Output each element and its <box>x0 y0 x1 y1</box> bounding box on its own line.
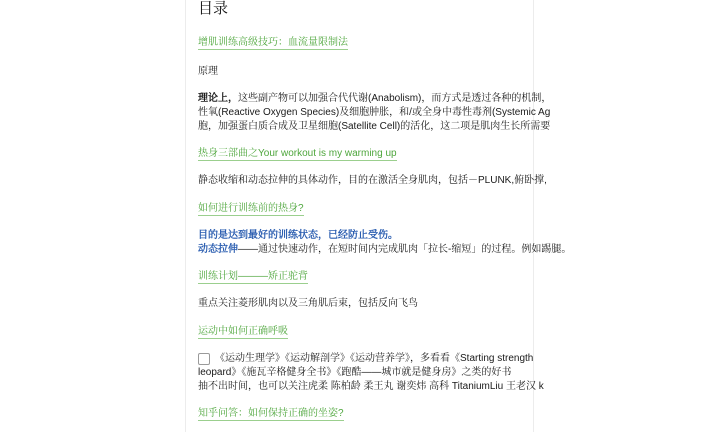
dynamic-stretch-line <box>198 243 571 256</box>
toc-link-hunchback-plan[interactable] <box>198 270 308 283</box>
document-pane <box>185 0 572 432</box>
toc-link-label: 增肌训练高级技巧：血流量限制法 <box>198 37 348 48</box>
books-line-2: leopard》《施瓦辛格健身全书》《跑酷——城市就是健身房》之类的好书 <box>198 367 512 378</box>
dynamic-stretch-text: ——通过快速动作，在短时间内完成肌肉「拉长-缩短」的过程。例如踢腿。 <box>238 244 572 255</box>
theory-line-3: 胞，加强蛋白质合成及卫星细胞(Satellite Cell)的活化，这二项是肌肉生长所需要 <box>198 121 551 132</box>
books-line-3: 抽不出时间，也可以关注虎柔 陈柏龄 柔王丸 谢奕炜 高科 TitaniumLiu 王老汉 k <box>198 381 544 392</box>
toc-link-warmup-trilogy[interactable] <box>198 147 397 160</box>
books-line-1: 《运动生理学》《运动解剖学》《运动营养学》，多看看《Starting strength <box>215 353 534 364</box>
principle-heading: 原理 <box>198 66 218 77</box>
stretch-text: 静态收缩和动态拉伸的具体动作，目的在激活全身肌肉，包括－PLUNK,俯卧撑, <box>198 175 547 186</box>
theory-line-1 <box>198 92 551 105</box>
focus-text: 重点关注菱形肌肉以及三角肌后束，包括反向飞鸟 <box>198 298 418 309</box>
theory-line-2: 性氧(Reactive Oxygen Species)及细胞肿胀，和/或全身中毒性毒剂(Systemic Ag <box>198 107 551 118</box>
toc-link-label: 知乎问答：如何保持正确的坐姿? <box>198 408 344 419</box>
theory-bold-text: 理论上， <box>198 93 238 104</box>
goal-text: 目的是达到最好的训练状态，已经防止受伤。 <box>198 230 398 241</box>
toc-link-blood-flow-restriction[interactable] <box>198 36 348 49</box>
toc-link-sitting-posture[interactable] <box>198 407 344 420</box>
toc-link-label: 如何进行训练前的热身? <box>198 203 304 214</box>
dynamic-stretch-label: 动态拉伸 <box>198 244 238 255</box>
theory-text: 这些副产物可以加强合代代谢(Anabolism)，而方式是透过各种的机制， <box>238 93 552 104</box>
toc-link-label: 热身三部曲之Your workout is my warming up <box>198 148 397 159</box>
toc-link-pre-workout-warmup[interactable] <box>198 202 304 215</box>
toc-link-label: 运动中如何正确呼吸 <box>198 326 288 337</box>
page-title: 目录 <box>198 0 229 17</box>
toc-link-breathing[interactable] <box>198 325 288 338</box>
todo-checkbox[interactable] <box>198 353 210 365</box>
toc-link-label: 训练计划———矫正驼背 <box>198 271 308 282</box>
